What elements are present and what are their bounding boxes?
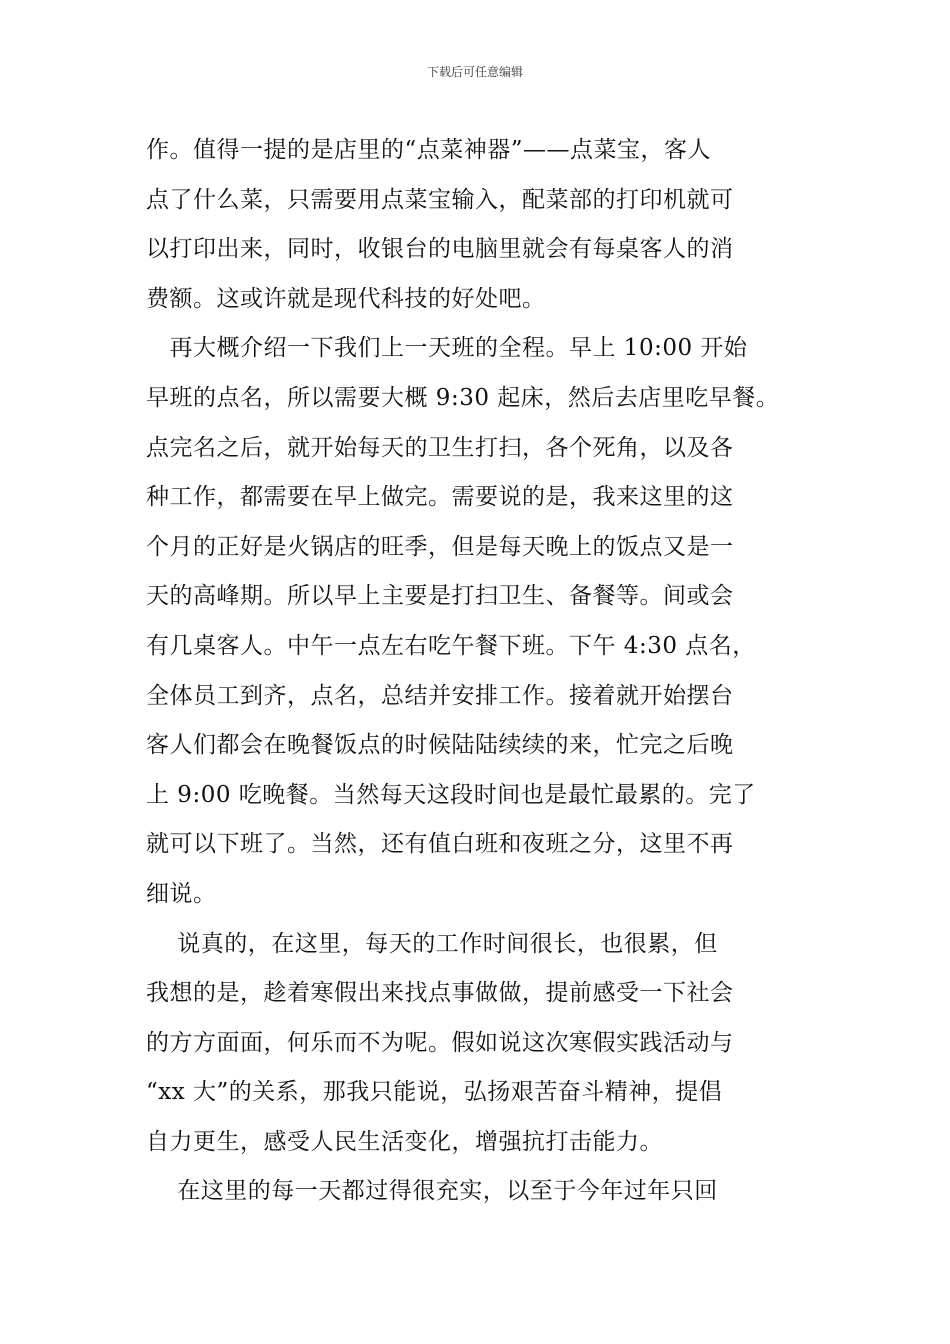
text-line: 我想的是，趁着寒假出来找点事做做，提前感受一下社会 xyxy=(146,980,734,1007)
paragraph-4 xyxy=(146,1167,816,1217)
text-line: 细说。 xyxy=(146,880,217,907)
text-line: 客人们都会在晚餐饭点的时候陆陆续续的来，忙完之后晚 xyxy=(146,732,734,759)
text-line: 说真的，在这里，每天的工作时间很长，也很累，但 xyxy=(146,930,718,957)
text-line: 全体员工到齐，点名，总结并安排工作。接着就开始摆台 xyxy=(146,682,734,709)
text-line: 有几桌客人。中午一点左右吃午餐下班。下午 4:30 点名， xyxy=(146,632,756,659)
text-line: 点完名之后，就开始每天的卫生打扫，各个死角，以及各 xyxy=(146,434,734,461)
text-line: 个月的正好是火锅店的旺季，但是每天晚上的饭点又是一 xyxy=(146,533,734,560)
text-line: 天的高峰期。所以早上主要是打扫卫生、备餐等。间或会 xyxy=(146,583,734,610)
page-header: 下载后可任意编辑 xyxy=(426,65,523,79)
text-line: 点了什么菜，只需要用点菜宝输入，配菜部的打印机就可 xyxy=(146,186,734,213)
text-line: 种工作，都需要在早上做完。需要说的是，我来这里的这 xyxy=(146,484,734,511)
text-line: 就可以下班了。当然，还有值白班和夜班之分，这里不再 xyxy=(146,831,734,858)
text-line: 上 9:00 吃晚餐。当然每天这段时间也是最忙最累的。完了 xyxy=(146,781,756,808)
text-line: 在这里的每一天都过得很充实，以至于今年过年只回 xyxy=(146,1178,718,1205)
paragraph-1 xyxy=(146,126,816,324)
text-line: 再大概介绍一下我们上一天班的全程。早上 10:00 开始 xyxy=(146,335,748,362)
text-line: 费额。这或许就是现代科技的好处吧。 xyxy=(146,285,546,312)
text-line: 早班的点名，所以需要大概 9:30 起床，然后去店里吃早餐。 xyxy=(146,384,780,411)
text-line: 以打印出来，同时，收银台的电脑里就会有每桌客人的消 xyxy=(146,236,734,263)
text-line: 的方方面面，何乐而不为呢。假如说这次寒假实践活动与 xyxy=(146,1029,734,1056)
document-body xyxy=(146,126,816,1217)
paragraph-2 xyxy=(146,324,816,919)
text-line: 自力更生，感受人民生活变化，增强抗打击能力。 xyxy=(146,1128,663,1155)
paragraph-3 xyxy=(146,920,816,1168)
text-line: 作。值得一提的是店里的“点菜神器”——点菜宝，客人 xyxy=(146,137,712,163)
text-line: “xx 大”的关系，那我只能说，弘扬艰苦奋斗精神，提倡 xyxy=(146,1079,723,1106)
